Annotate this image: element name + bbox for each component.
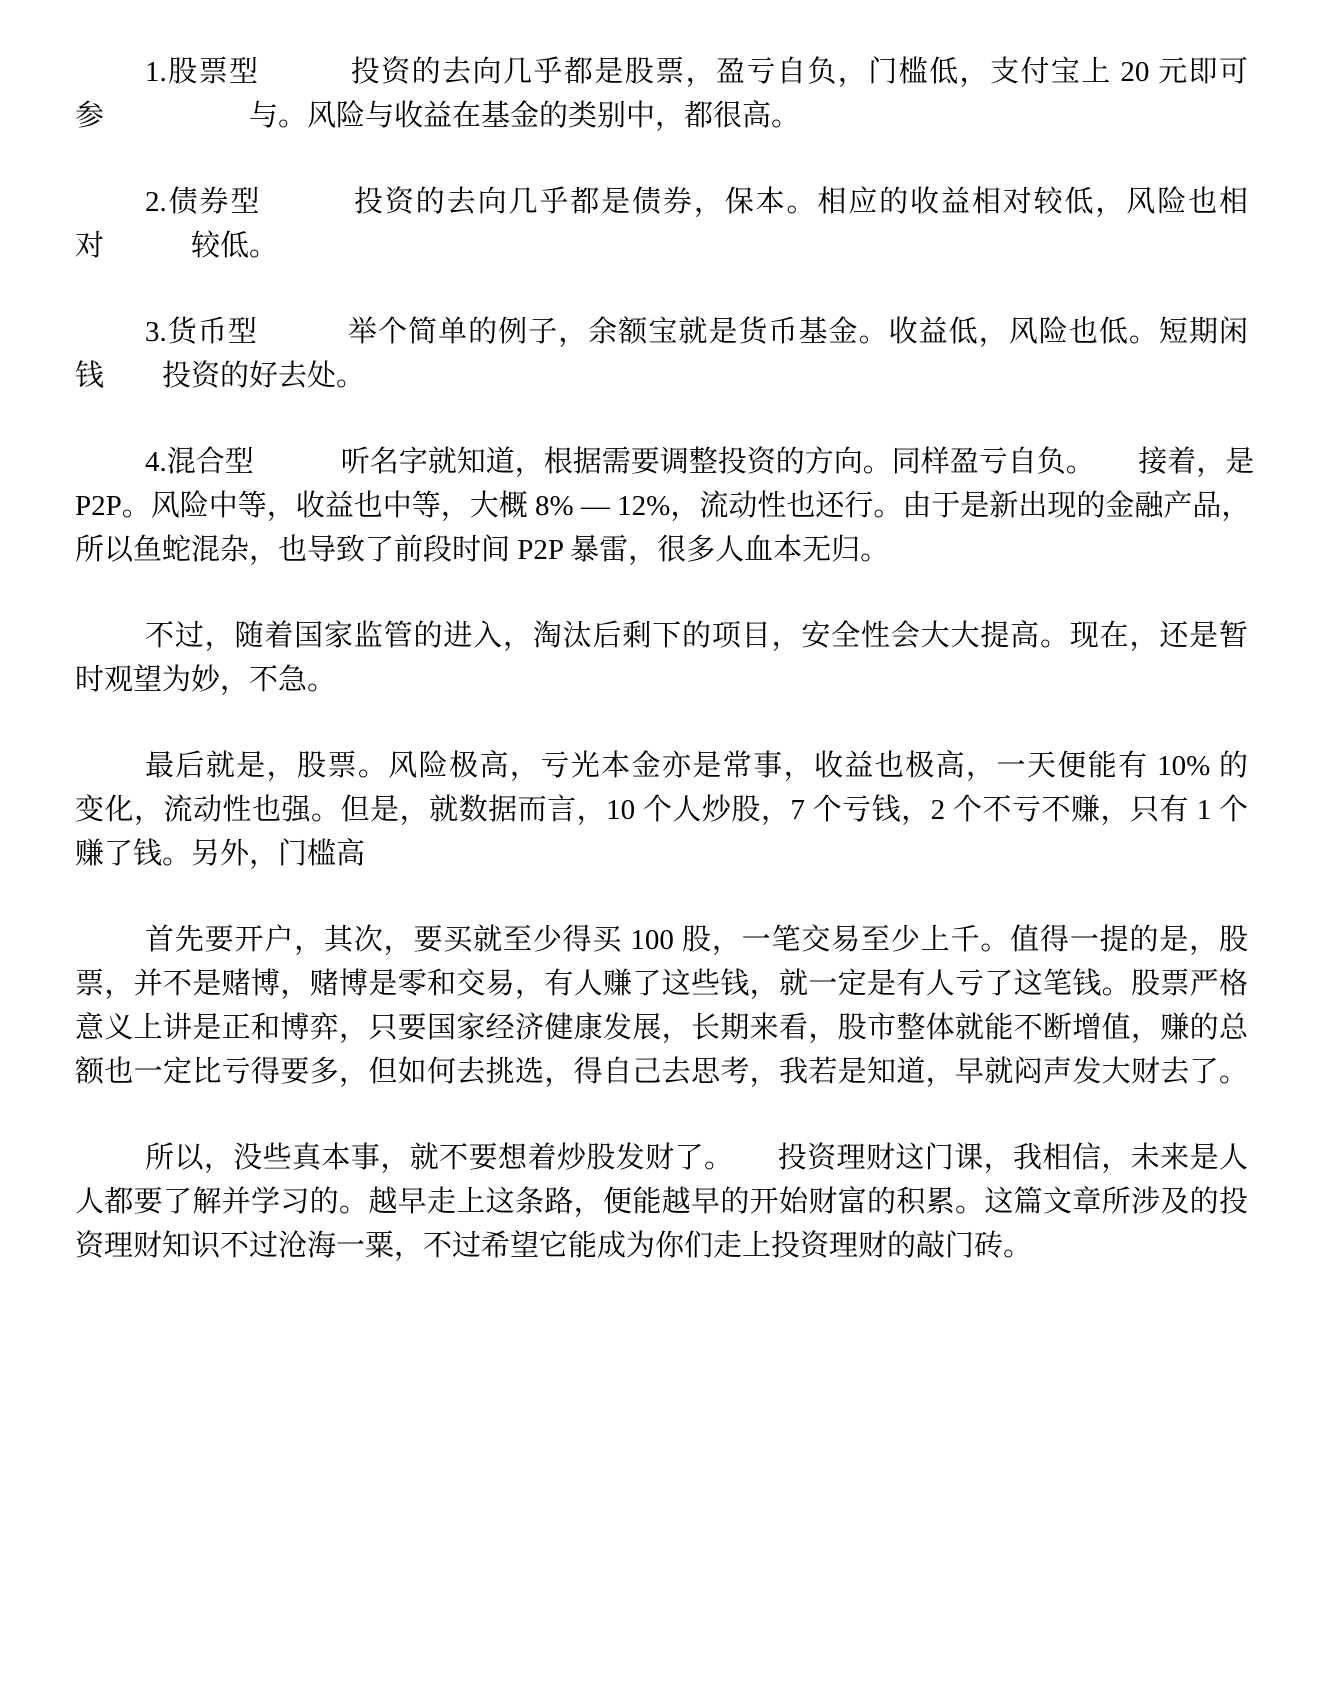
text-line: 首先要开户，其次，要买就至少得买 100 股，一笔交易至少上千。值得一提的是，股 <box>145 924 1248 956</box>
text-line: 钱 投资的好去处。 <box>75 360 366 392</box>
text-line: 1.股票型 投资的去向几乎都是股票，盈亏自负，门槛低，支付宝上 20 元即可 <box>145 56 1248 88</box>
paragraph-fund-type-bond <box>75 180 1248 268</box>
text-line: 人都要了解并学习的。越早走上这条路，便能越早的开始财富的积累。这篇文章所涉及的投 <box>75 1186 1248 1218</box>
text-line: 赚了钱。另外，门槛高 <box>75 838 366 870</box>
text-line: 资理财知识不过沧海一粟，不过希望它能成为你们走上投资理财的敲门砖。 <box>75 1230 1033 1262</box>
text-line: 票，并不是赌博，赌博是零和交易，有人赚了这些钱，就一定是有人亏了这笔钱。股票严格 <box>75 968 1248 1000</box>
text-line: 2.债券型 投资的去向几乎都是债券，保本。相应的收益相对较低，风险也相 <box>145 186 1248 218</box>
text-line: 最后就是，股票。风险极高，亏光本金亦是常事，收益也极高，一天便能有 10% 的 <box>145 750 1248 782</box>
paragraph-fund-type-stock <box>75 50 1248 138</box>
paragraph-fund-type-hybrid-and-p2p <box>75 440 1255 572</box>
paragraph-stocks-threshold <box>75 918 1248 1094</box>
text-line: 所以鱼蛇混杂，也导致了前段时间 P2P 暴雷，很多人血本无归。 <box>75 534 890 566</box>
text-line: 意义上讲是正和博弈，只要国家经济健康发展，长期来看，股市整体就能不断增值，赚的总 <box>75 1012 1248 1044</box>
text-line: 4.混合型 听名字就知道，根据需要调整投资的方向。同样盈亏自负。 接着，是 <box>145 446 1255 478</box>
paragraph-conclusion <box>75 1136 1248 1268</box>
paragraph-p2p-outlook <box>75 614 1248 702</box>
paragraph-stocks-risk <box>75 744 1248 876</box>
text-line: 3.货币型 举个简单的例子，余额宝就是货币基金。收益低，风险也低。短期闲 <box>145 316 1248 348</box>
text-line: 所以，没些真本事，就不要想着炒股发财了。 投资理财这门课，我相信，未来是人 <box>145 1142 1248 1174</box>
text-line: 对 较低。 <box>75 230 279 262</box>
text-line: 额也一定比亏得要多，但如何去挑选，得自己去思考，我若是知道，早就闷声发大财去了。 <box>75 1056 1248 1088</box>
text-line: 参 与。风险与收益在基金的类别中，都很高。 <box>75 100 801 132</box>
text-line: 变化，流动性也强。但是，就数据而言，10 个人炒股，7 个亏钱，2 个不亏不赚，只有 1 个 <box>75 794 1248 826</box>
paragraph-fund-type-money <box>75 310 1248 398</box>
text-line: 不过，随着国家监管的进入，淘汰后剩下的项目，安全性会大大提高。现在，还是暂 <box>145 620 1248 652</box>
text-line: 时观望为妙，不急。 <box>75 664 337 696</box>
text-line: P2P。风险中等，收益也中等，大概 8% — 12%，流动性也还行。由于是新出现的金融产品， <box>75 490 1251 522</box>
